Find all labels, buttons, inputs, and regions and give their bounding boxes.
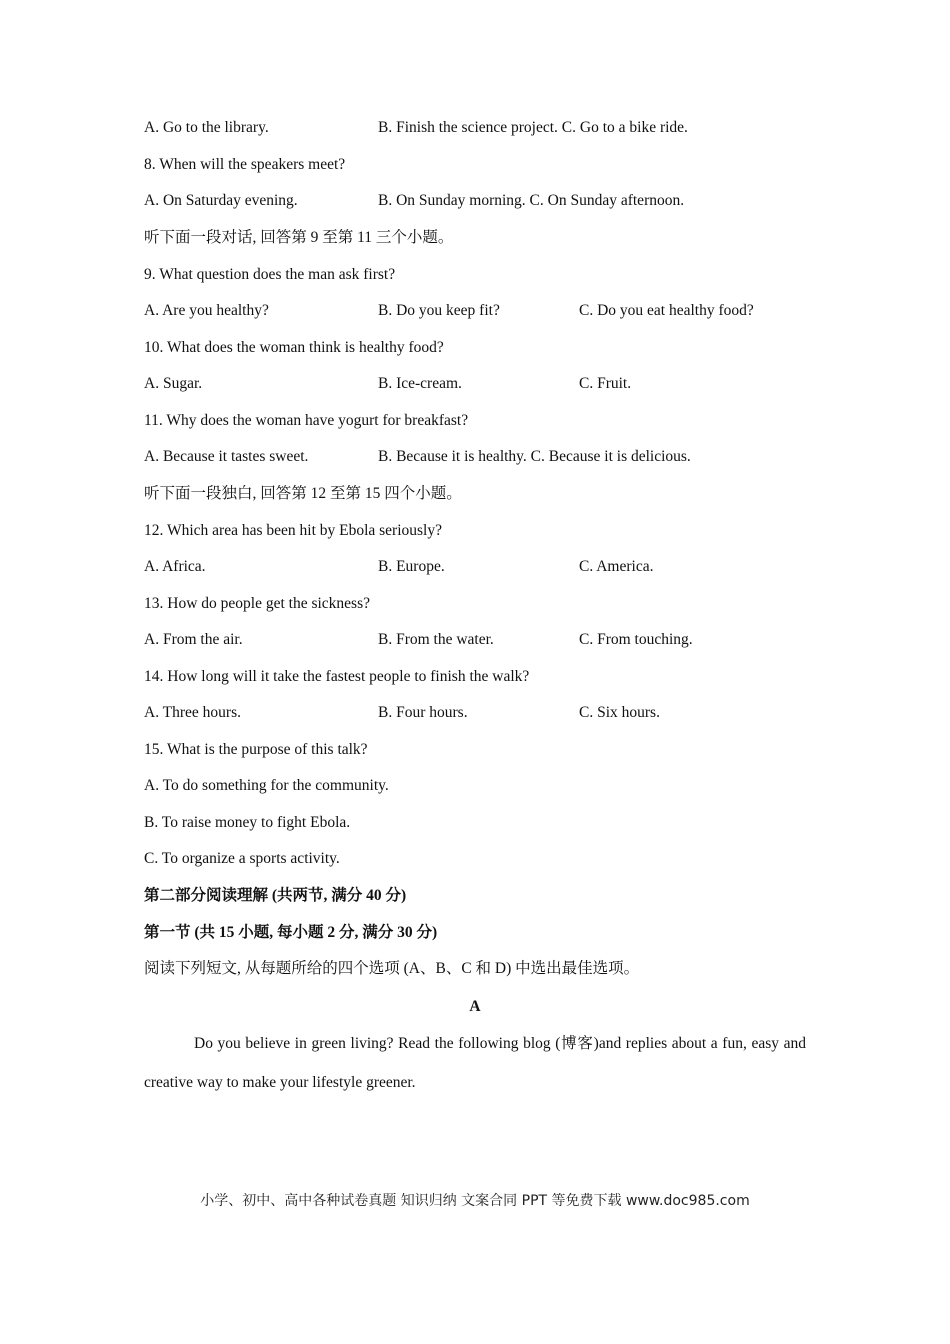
page-footer: 小学、初中、高中各种试卷真题 知识归纳 文案合同 PPT 等免费下载 www.doc985.com <box>200 1193 750 1209</box>
q12-question: 12. Which area has been hit by Ebola seriously? <box>144 522 442 539</box>
q15-option-c: C. To organize a sports activity. <box>144 850 340 867</box>
q11-question: 11. Why does the woman have yogurt for breakfast? <box>144 412 469 429</box>
part2-heading: 第二部分阅读理解 (共两节, 满分 40 分) <box>144 887 407 904</box>
q7-option-bc: B. Finish the science project. C. Go to a bike ride. <box>378 119 688 136</box>
q9-question: 9. What question does the man ask first? <box>144 266 396 283</box>
q14-option-a: A. Three hours. <box>144 704 241 721</box>
q15-option-a: A. To do something for the community. <box>144 777 389 794</box>
q13-option-a: A. From the air. <box>144 631 243 648</box>
q14-option-c: C. Six hours. <box>579 704 660 721</box>
q8-option-bc: B. On Sunday morning. C. On Sunday afternoon. <box>378 192 685 209</box>
section-instruction-12-15: 听下面一段独白, 回答第 12 至第 15 四个小题。 <box>144 485 462 502</box>
q11-option-a: A. Because it tastes sweet. <box>144 448 309 465</box>
q7-option-a: A. Go to the library. <box>144 119 269 136</box>
q10-option-a: A. Sugar. <box>144 375 203 392</box>
q15-question: 15. What is the purpose of this talk? <box>144 741 368 758</box>
q9-option-b: B. Do you keep fit? <box>378 302 500 319</box>
q11-option-bc: B. Because it is healthy. C. Because it is delicious. <box>378 448 691 465</box>
q10-question: 10. What does the woman think is healthy food? <box>144 339 444 356</box>
q12-option-c: C. America. <box>579 558 654 575</box>
q9-option-c: C. Do you eat healthy food? <box>579 302 754 319</box>
q8-question: 8. When will the speakers meet? <box>144 156 346 173</box>
q15-option-b: B. To raise money to fight Ebola. <box>144 814 351 831</box>
q10-option-c: C. Fruit. <box>579 375 632 392</box>
q14-option-b: B. Four hours. <box>378 704 468 721</box>
q8-option-a: A. On Saturday evening. <box>144 192 298 209</box>
q13-option-c: C. From touching. <box>579 631 693 648</box>
section-instruction-9-11: 听下面一段对话, 回答第 9 至第 11 三个小题。 <box>144 229 454 246</box>
q9-option-a: A. Are you healthy? <box>144 302 269 319</box>
q13-option-b: B. From the water. <box>378 631 494 648</box>
q12-option-b: B. Europe. <box>378 558 445 575</box>
q12-option-a: A. Africa. <box>144 558 206 575</box>
passage-text: Do you believe in green living? Read the following blog (博客)and replies about a fun, easy and creative way to make your lifestyle greener. <box>144 1035 806 1091</box>
part2-instruction: 阅读下列短文, 从每题所给的四个选项 (A、B、C 和 D) 中选出最佳选项。 <box>144 960 640 977</box>
q13-question: 13. How do people get the sickness? <box>144 595 370 612</box>
part2-section1-heading: 第一节 (共 15 小题, 每小题 2 分, 满分 30 分) <box>144 924 438 941</box>
q10-option-b: B. Ice-cream. <box>378 375 462 392</box>
q14-question: 14. How long will it take the fastest people to finish the walk? <box>144 668 530 685</box>
passage-label: A <box>469 998 481 1015</box>
